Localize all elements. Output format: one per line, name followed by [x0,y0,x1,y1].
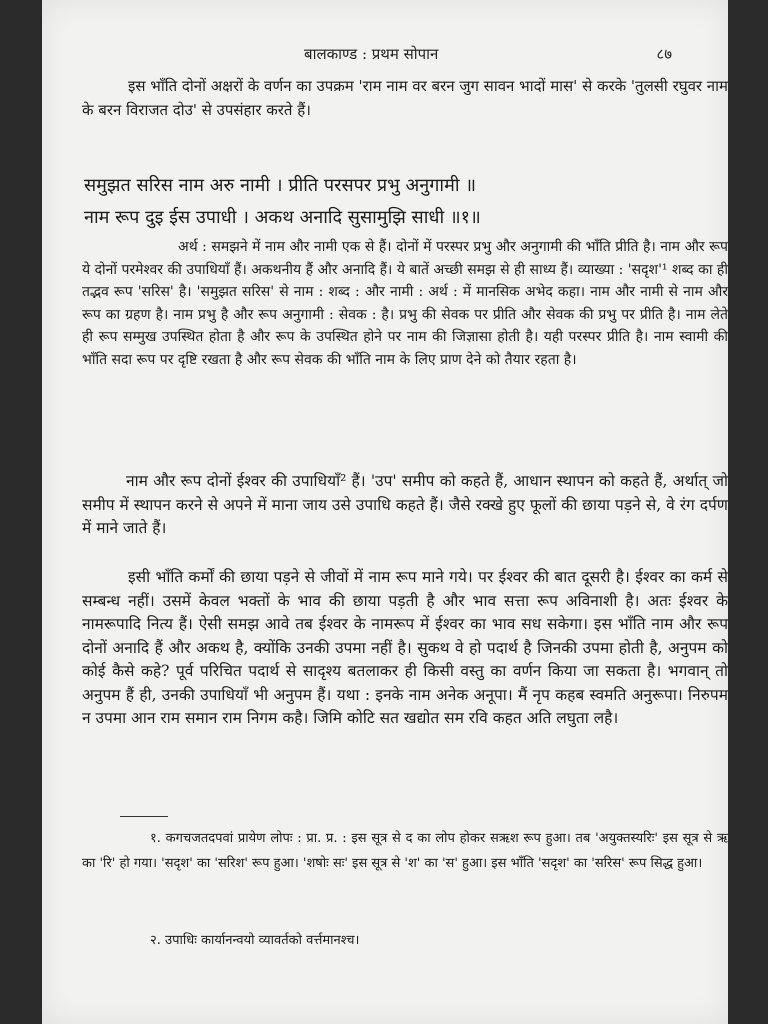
chapter-title: बालकाण्ड : प्रथम सोपान [304,45,439,63]
upadhi-paragraph: नाम और रूप दोनों ईश्वर की उपाधियाँ² हैं। 'उप' समीप को कहते हैं, आधान स्थापन को कहते हैं, अर्थात् जो समीप में स्थापन करने से अपने में माना जाय उसे उपाधि कहते हैं। जैसे रक्खे हुए फूलों की छाया पड़ने से, वे रंग दर्पण में माने जाते हैं। [82,472,728,537]
karma-paragraph: इसी भाँति कर्मों की छाया पड़ने से जीवों में नाम रूप माने गये। पर ईश्वर की बात दूसरी है। ईश्वर का कर्म से सम्बन्ध नहीं। उसमें केवल भक्तों के भाव की छाया पड़ती है और भाव सत्ता रूप अविनाशी है। अतः ईश्वर के नामरूपादि नित्य हैं। ऐसी समझ आवे तब ईश्वर के नामरूप में ईश्वर का भाव सध सकेगा। इस भाँति नाम और रूप दोनों अनादि हैं और अकथ है, क्योंकि उनकी उपमा नहीं है। सुकथ वे हो पदार्थ है जिनकी उपमा होती है, अनुपम को कोई कैसे कहे? पूर्व परिचित पदार्थ से सादृश्य बतलाकर ही किसी वस्तु का वर्णन किया जा सकता है। भगवान् तो अनुपम हैं ही, उनकी उपाधियाँ भी अनुपम हैं। यथा : इनके नाम अनेक अनूपा। मैं नृप कहब स्वमति अनुरूपा। निरुपम न उपमा आन राम समान राम निगम कहै। जिमि कोटि सत खद्योत सम रवि कहत अति लघुता लहै। [82,568,728,727]
verse-line-2: नाम रूप दुइ ईस उपाधी । अकथ अनादि सुसामुझि साधी ॥१॥ [84,207,481,228]
footnote-2: २. उपाधिः कार्यानन्वयो व्यावर्तको वर्त्तमानश्च। [150,933,360,948]
verse-block [84,170,728,234]
verse-line-1: समुझत सरिस नाम अरु नामी । प्रीति परसपर प्रभु अनुगामी ॥ [84,175,477,196]
intro-paragraph: इस भाँति दोनों अक्षरों के वर्णन का उपक्रम 'राम नाम वर बरन जुग सावन भादों मास' से करके 'तुलसी रघुवर नाम के बरन विराजत दोउ' से उपसंहार करते हैं। [82,77,728,119]
page-header [42,44,728,66]
footnote-1: १. कगचजतदपवां प्रायेण लोपः : प्रा. प्र. : इस सूत्र से द का लोप होकर सऋश रूप हुआ। तब 'अयुक्तस्यरिः' इस सूत्र से ऋ का 'रि' हो गया। 'सदृश' का 'सरिश' रूप हुआ। 'शषोः सः' इस सूत्र से 'श' का 'स' हुआ। इस भाँति 'सदृश' का 'सरिस' रूप सिद्ध हुआ। [82,831,728,871]
footnote-divider [120,816,168,817]
meaning-paragraph: अर्थ : समझने में नाम और नामी एक से हैं। दोनों में परस्पर प्रभु और अनुगामी की भाँति प्रीति है। नाम और रूप ये दोनों परमेश्वर की उपाधियाँ हैं। अकथनीय हैं और अनादि हैं। ये बातें अच्छी समझ से ही साध्य हैं। व्याख्या : 'सदृश'¹ शब्द का ही तद्भव रूप 'सरिस' है। 'समुझत सरिस' से नाम : शब्द : और नामी : अर्थ : में मानसिक अभेद कहा। नाम और नामी से नाम और रूप का ग्रहण है। नाम प्रभु है और रूप अनुगामी : सेवक : है। प्रभु की सेवक पर प्रीति और सेवक की प्रभु पर प्रीति है। नाम लेते ही रूप सम्मुख उपस्थित होता है और रूप के उपस्थित होने पर नाम की जिज्ञासा होती है। यही परस्पर प्रीति है। नाम स्वामी की भाँति सदा रूप पर दृष्टि रखता है और रूप सेवक की भाँति नाम के लिए प्राण देने को तैयार रहता है। [82,239,728,368]
page-number: ८७ [656,45,672,63]
